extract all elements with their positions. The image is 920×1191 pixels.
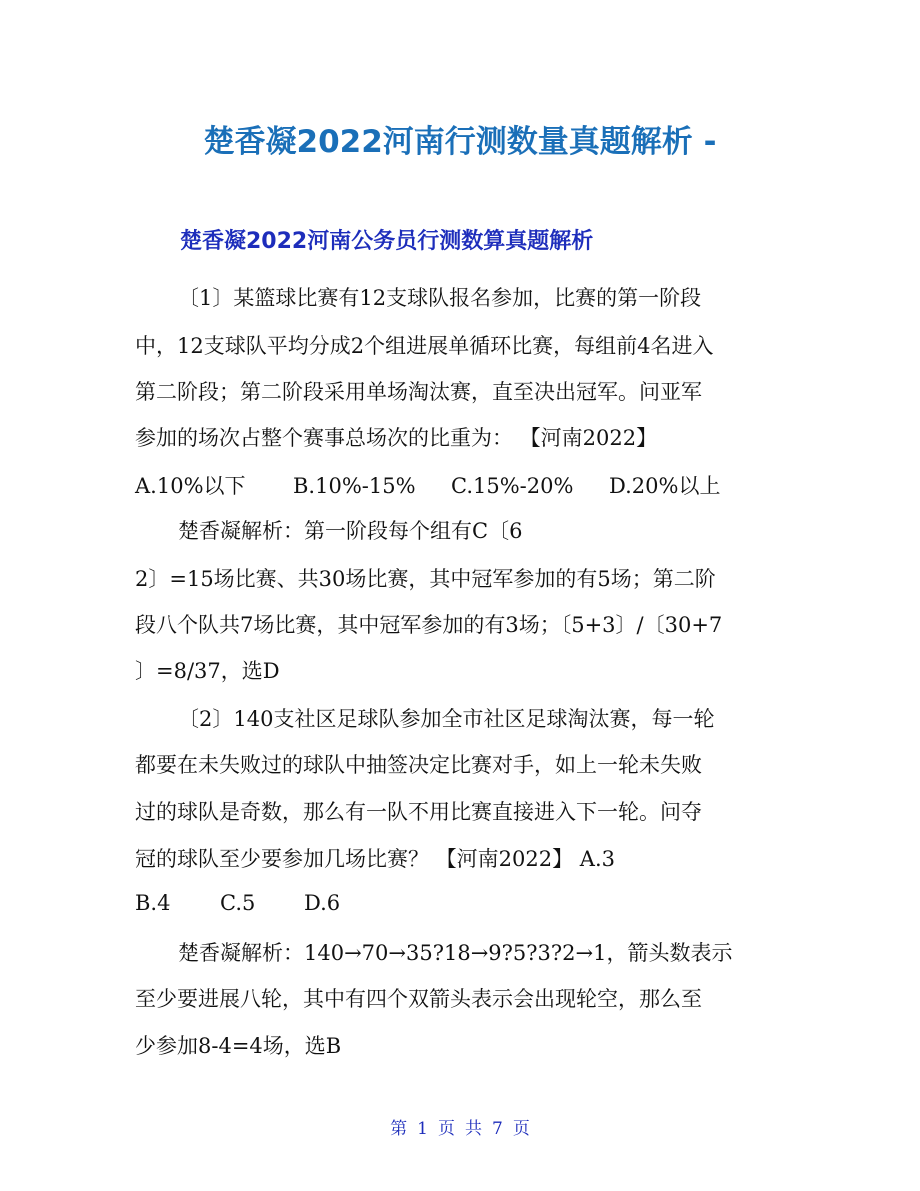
q2-line-4: 冠的球队至少要参加几场比赛？ 【河南2022】 A.3	[135, 847, 615, 871]
q1-line-1: 〔1〕某篮球比赛有12支球队报名参加，比赛的第一阶段	[178, 286, 702, 310]
q1-option-a: A.10%以下	[135, 474, 246, 498]
q1-line-3: 第二阶段；第二阶段采用单场淘汰赛，直至决出冠军。问亚军	[135, 380, 702, 404]
q1-options	[135, 470, 720, 500]
footer-label-di: 第	[390, 1119, 408, 1139]
q2-option-d: D.6	[304, 891, 341, 915]
q2-options	[135, 891, 340, 915]
q2-line-3: 过的球队是奇数，那么有一队不用比赛直接进入下一轮。问夺	[135, 800, 702, 824]
q1-line-2: 中，12支球队平均分成2个组进展单循环比赛，每组前4名进入	[135, 334, 714, 358]
q1-option-c: C.15%-20%	[451, 474, 574, 498]
page-footer	[0, 1114, 920, 1139]
a2-line-2: 至少要进展八轮，其中有四个双箭头表示会出现轮空，那么至	[135, 987, 702, 1011]
q1-option-b: B.10%-15%	[293, 474, 416, 498]
a2-line-3: 少参加8-4=4场，选B	[135, 1034, 342, 1058]
a2-line-1: 楚香凝解析：140→70→35?18→9?5?3?2→1，箭头数表示	[178, 941, 733, 965]
q2-line-1: 〔2〕140支社区足球队参加全市社区足球淘汰赛，每一轮	[178, 707, 715, 731]
page-title: 楚香凝2022河南行测数量真题解析 -	[203, 124, 717, 160]
a1-line-3: 段八个队共7场比赛，其中冠军参加的有3场；〔5+3〕/〔30+7	[135, 613, 723, 637]
a1-line-2: 2〕=15场比赛、共30场比赛，其中冠军参加的有5场；第二阶	[135, 567, 716, 591]
q2-option-c: C.5	[220, 891, 256, 915]
q1-option-d: D.20%以上	[609, 474, 721, 498]
q2-option-b: B.4	[135, 891, 171, 915]
a1-line-1: 楚香凝解析：第一阶段每个组有C〔6	[178, 519, 523, 543]
q1-line-4: 参加的场次占整个赛事总场次的比重为： 【河南2022】	[135, 426, 658, 450]
footer-label-gong: 共	[465, 1119, 482, 1139]
current-page-number: 1	[417, 1119, 428, 1139]
q2-line-2: 都要在未失败过的球队中抽签决定比赛对手，如上一轮未失败	[135, 753, 702, 777]
section-heading: 楚香凝2022河南公务员行测数算真题解析	[180, 229, 594, 254]
footer-label-ye-2: 页	[512, 1119, 530, 1139]
footer-label-ye: 页	[438, 1119, 455, 1139]
a1-line-4: 〕=8/37，选D	[135, 659, 280, 683]
total-page-number: 7	[492, 1119, 503, 1139]
